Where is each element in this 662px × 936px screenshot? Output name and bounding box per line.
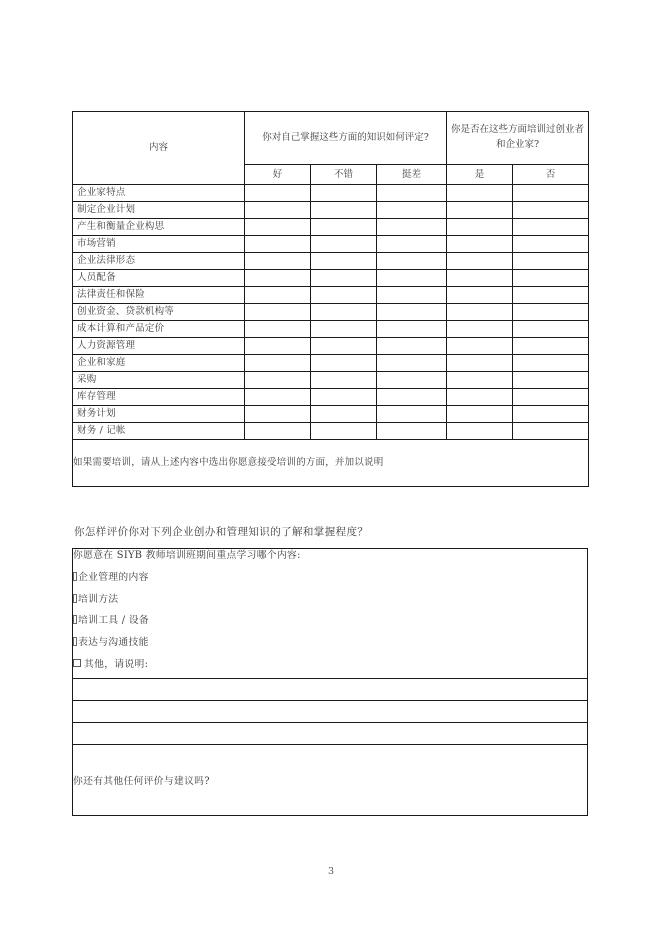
choice-option-5-label: 其他，请说明: bbox=[84, 658, 149, 670]
row-label: 人力资源管理 bbox=[73, 338, 245, 355]
cell-good[interactable] bbox=[245, 389, 311, 406]
cell-no[interactable] bbox=[513, 185, 589, 202]
header-group-self-rating bbox=[245, 112, 447, 165]
table-row bbox=[73, 355, 589, 372]
blank-answer-line[interactable] bbox=[73, 722, 588, 744]
checkbox-icon[interactable] bbox=[73, 615, 77, 624]
choices-row bbox=[73, 549, 588, 679]
cell-ok[interactable] bbox=[311, 304, 377, 321]
cell-good[interactable] bbox=[245, 372, 311, 389]
header-content-column: 内容 bbox=[73, 112, 245, 185]
choice-option-2-label: 培训方法 bbox=[78, 593, 119, 605]
cell-poor[interactable] bbox=[377, 202, 447, 219]
row-label: 企业家特点 bbox=[73, 185, 245, 202]
row-label: 财务 / 记帐 bbox=[73, 423, 245, 440]
table-row bbox=[73, 372, 589, 389]
cell-yes[interactable] bbox=[447, 406, 513, 423]
row-label: 创业资金、贷款机构等 bbox=[73, 304, 245, 321]
cell-yes[interactable] bbox=[447, 423, 513, 440]
cell-good[interactable] bbox=[245, 406, 311, 423]
cell-no[interactable] bbox=[513, 406, 589, 423]
cell-good[interactable] bbox=[245, 202, 311, 219]
cell-poor[interactable] bbox=[377, 372, 447, 389]
cell-good[interactable] bbox=[245, 338, 311, 355]
blank-answer-row bbox=[73, 722, 588, 744]
choice-option-2[interactable] bbox=[73, 591, 587, 613]
header-group-trained bbox=[447, 112, 589, 165]
learning-preferences-table bbox=[72, 548, 588, 816]
cell-yes[interactable] bbox=[447, 253, 513, 270]
cell-ok[interactable] bbox=[311, 372, 377, 389]
row-label: 企业法律形态 bbox=[73, 253, 245, 270]
cell-poor[interactable] bbox=[377, 389, 447, 406]
table-row bbox=[73, 321, 589, 338]
cell-no[interactable] bbox=[513, 321, 589, 338]
cell-ok[interactable] bbox=[311, 287, 377, 304]
cell-poor[interactable] bbox=[377, 287, 447, 304]
cell-good[interactable] bbox=[245, 304, 311, 321]
cell-ok[interactable] bbox=[311, 355, 377, 372]
row-label: 产生和衡量企业构思 bbox=[73, 219, 245, 236]
cell-poor[interactable] bbox=[377, 236, 447, 253]
cell-poor[interactable] bbox=[377, 185, 447, 202]
checkbox-icon[interactable] bbox=[73, 572, 77, 581]
cell-no[interactable] bbox=[513, 270, 589, 287]
cell-no[interactable] bbox=[513, 236, 589, 253]
blank-answer-line[interactable] bbox=[73, 700, 588, 722]
cell-ok[interactable] bbox=[311, 270, 377, 287]
blank-answer-row bbox=[73, 700, 588, 722]
table-row bbox=[73, 423, 589, 440]
cell-yes[interactable] bbox=[447, 355, 513, 372]
row-label: 采购 bbox=[73, 372, 245, 389]
cell-no[interactable] bbox=[513, 338, 589, 355]
cell-no[interactable] bbox=[513, 304, 589, 321]
cell-good[interactable] bbox=[245, 423, 311, 440]
final-question-text[interactable]: 你还有其他任何评价与建议吗? bbox=[73, 744, 588, 815]
cell-yes[interactable] bbox=[447, 321, 513, 338]
row-label: 财务计划 bbox=[73, 406, 245, 423]
table-row bbox=[73, 338, 589, 355]
row-label: 制定企业计划 bbox=[73, 202, 245, 219]
cell-no[interactable] bbox=[513, 355, 589, 372]
header-sub-yes: 是 bbox=[447, 165, 513, 185]
cell-good[interactable] bbox=[245, 321, 311, 338]
cell-no[interactable] bbox=[513, 372, 589, 389]
cell-good[interactable] bbox=[245, 253, 311, 270]
cell-good[interactable] bbox=[245, 270, 311, 287]
table-row bbox=[73, 406, 589, 423]
table-row bbox=[73, 202, 589, 219]
cell-no[interactable] bbox=[513, 423, 589, 440]
table-header-row-groups bbox=[73, 112, 589, 165]
header-sub-poor: 挺差 bbox=[377, 165, 447, 185]
cell-ok[interactable] bbox=[311, 423, 377, 440]
blank-answer-line[interactable] bbox=[73, 678, 588, 700]
header-sub-good: 好 bbox=[245, 165, 311, 185]
table-row bbox=[73, 253, 589, 270]
cell-poor[interactable] bbox=[377, 406, 447, 423]
cell-yes[interactable] bbox=[447, 287, 513, 304]
cell-ok[interactable] bbox=[311, 236, 377, 253]
table-row bbox=[73, 219, 589, 236]
cell-good[interactable] bbox=[245, 185, 311, 202]
final-question-row bbox=[73, 744, 588, 815]
cell-ok[interactable] bbox=[311, 406, 377, 423]
choice-option-4[interactable] bbox=[73, 634, 587, 656]
table-row bbox=[73, 389, 589, 406]
table-row bbox=[73, 236, 589, 253]
cell-poor[interactable] bbox=[377, 355, 447, 372]
cell-poor[interactable] bbox=[377, 253, 447, 270]
choices-cell bbox=[73, 549, 588, 679]
cell-yes[interactable] bbox=[447, 338, 513, 355]
cell-poor[interactable] bbox=[377, 338, 447, 355]
cell-yes[interactable] bbox=[447, 219, 513, 236]
header-sub-ok: 不错 bbox=[311, 165, 377, 185]
row-label: 市场营销 bbox=[73, 236, 245, 253]
cell-poor[interactable] bbox=[377, 321, 447, 338]
cell-poor[interactable] bbox=[377, 423, 447, 440]
cell-good[interactable] bbox=[245, 219, 311, 236]
training-note-row bbox=[73, 440, 589, 487]
cell-good[interactable] bbox=[245, 355, 311, 372]
row-label: 成本计算和产品定价 bbox=[73, 321, 245, 338]
cell-yes[interactable] bbox=[447, 304, 513, 321]
cell-poor[interactable] bbox=[377, 270, 447, 287]
cell-no[interactable] bbox=[513, 389, 589, 406]
choice-option-5[interactable] bbox=[73, 656, 587, 678]
choices-intro: 你愿意在 SIYB 教师培训班期间重点学习哪个内容: bbox=[73, 550, 301, 561]
choice-option-4-label: 表达与沟通技能 bbox=[78, 637, 149, 648]
blank-answer-row bbox=[73, 678, 588, 700]
header-group-trained-text: 你是否在这些方面培训过创业者和企业家? bbox=[451, 124, 585, 150]
cell-good[interactable] bbox=[245, 287, 311, 304]
table-row bbox=[73, 270, 589, 287]
cell-yes[interactable] bbox=[447, 372, 513, 389]
cell-yes[interactable] bbox=[447, 185, 513, 202]
checkbox-icon[interactable] bbox=[73, 659, 81, 667]
cell-ok[interactable] bbox=[311, 253, 377, 270]
cell-poor[interactable] bbox=[377, 304, 447, 321]
header-group-self-rating-text: 你对自己掌握这些方面的知识如何评定? bbox=[262, 131, 429, 143]
cell-ok[interactable] bbox=[311, 389, 377, 406]
checkbox-icon[interactable] bbox=[73, 594, 77, 603]
cell-yes[interactable] bbox=[447, 389, 513, 406]
section-two-heading: 你怎样评价你对下列企业创办和管理知识的了解和掌握程度？ bbox=[74, 526, 369, 538]
table-row bbox=[73, 287, 589, 304]
choice-option-3-label: 培训工具 / 设备 bbox=[78, 615, 150, 627]
cell-no[interactable] bbox=[513, 287, 589, 304]
cell-poor[interactable] bbox=[377, 219, 447, 236]
choice-option-3[interactable] bbox=[73, 612, 587, 634]
cell-ok[interactable] bbox=[311, 202, 377, 219]
cell-ok[interactable] bbox=[311, 321, 377, 338]
table-row bbox=[73, 304, 589, 321]
row-label: 法律责任和保险 bbox=[73, 287, 245, 304]
cell-good[interactable] bbox=[245, 236, 311, 253]
cell-no[interactable] bbox=[513, 219, 589, 236]
cell-ok[interactable] bbox=[311, 338, 377, 355]
cell-yes[interactable] bbox=[447, 202, 513, 219]
header-sub-no: 否 bbox=[513, 165, 589, 185]
choice-option-1[interactable] bbox=[73, 569, 587, 591]
cell-yes[interactable] bbox=[447, 270, 513, 287]
cell-yes[interactable] bbox=[447, 236, 513, 253]
cell-ok[interactable] bbox=[311, 219, 377, 236]
row-label: 企业和家庭 bbox=[73, 355, 245, 372]
training-note-text[interactable]: 如果需要培训，请从上述内容中选出你愿意接受培训的方面，并加以说明 bbox=[73, 440, 589, 487]
choice-option-1-label: 企业管理的内容 bbox=[78, 571, 149, 583]
cell-no[interactable] bbox=[513, 253, 589, 270]
checkbox-icon[interactable] bbox=[73, 637, 77, 646]
knowledge-assessment-table bbox=[72, 111, 589, 487]
row-label: 人员配备 bbox=[73, 270, 245, 287]
page-number: 3 bbox=[327, 866, 335, 877]
table-row bbox=[73, 185, 589, 202]
cell-ok[interactable] bbox=[311, 185, 377, 202]
row-label: 库存管理 bbox=[73, 389, 245, 406]
cell-no[interactable] bbox=[513, 202, 589, 219]
